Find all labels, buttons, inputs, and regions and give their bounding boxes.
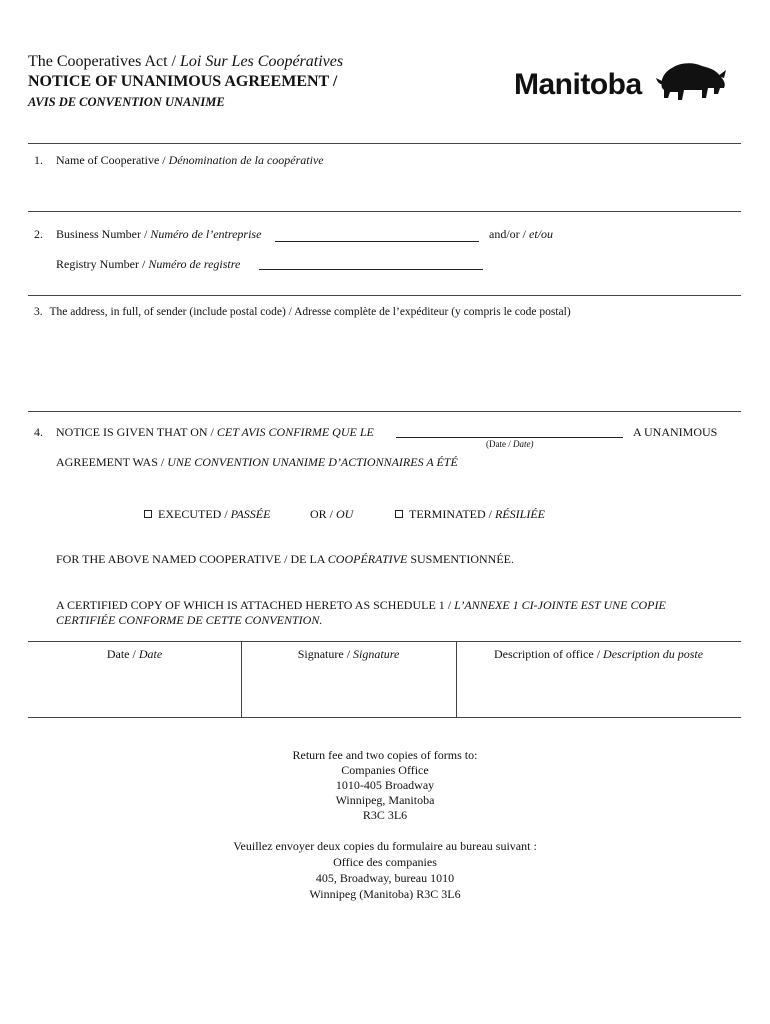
act-title-en: The Cooperatives Act /	[28, 53, 180, 70]
terminated-checkbox[interactable]	[395, 510, 403, 518]
date-hint-fr: Date)	[513, 439, 534, 449]
and-or-label	[489, 227, 553, 242]
date-hint-en: (Date /	[486, 439, 513, 449]
divider-header	[28, 143, 741, 144]
certified-fr-1: L’ANNEXE 1 CI-JOINTE EST UNE COPIE	[454, 598, 666, 612]
or-label	[310, 507, 353, 522]
registry-number-label-fr: Numéro de registre	[148, 257, 241, 271]
col-date-fr: Date	[138, 647, 163, 661]
return-line: Winnipeg, Manitoba	[335, 793, 435, 807]
act-title-fr: Loi Sur Les Coopératives	[179, 53, 344, 70]
certified-copy-line2: CERTIFIÉE CONFORME DE CETTE CONVENTION.	[56, 613, 323, 627]
registry-number-label-en: Registry Number /	[56, 257, 149, 271]
return-address-fr	[0, 838, 770, 902]
section-2-business-label	[34, 227, 261, 242]
certified-copy-line1	[56, 598, 666, 613]
executed-en: EXECUTED /	[158, 507, 231, 521]
terminated-option[interactable]	[395, 507, 545, 522]
executed-fr: PASSÉE	[230, 507, 271, 521]
sign-date-cell[interactable]	[30, 664, 239, 714]
col-date-en: Date /	[106, 647, 139, 661]
certified-en: A CERTIFIED COPY OF WHICH IS ATTACHED HERETO AS SCHEDULE 1 /	[56, 598, 455, 612]
or-fr: OU	[336, 507, 354, 521]
or-en: OR /	[310, 507, 337, 521]
registry-number-field[interactable]	[259, 269, 483, 270]
cooperative-name-field[interactable]	[56, 172, 736, 206]
col-date-header	[28, 647, 241, 662]
logo-wordmark: Manitoba	[514, 68, 642, 101]
col-sig-en: Signature /	[297, 647, 354, 661]
agreement-label	[56, 455, 458, 470]
agreement-fr: UNE CONVENTION UNANIME D’ACTIONNAIRES A ÉTÉ	[167, 455, 458, 469]
section-1-label	[34, 153, 324, 168]
notice-fr: CET AVIS CONFIRME QUE LE	[216, 425, 374, 439]
section-3-label	[34, 306, 571, 318]
col-description-header	[456, 647, 741, 662]
form-title-fr: AVIS DE CONVENTION UNANIME	[28, 95, 225, 109]
section-2-number: 2.	[34, 227, 43, 241]
above-fr: COOPÉRATIVE	[327, 552, 408, 566]
business-number-field[interactable]	[275, 241, 479, 242]
section-1-label-fr: Dénomination de la coopérative	[168, 153, 324, 167]
and-or-en: and/or /	[489, 227, 529, 241]
above-en: FOR THE ABOVE NAMED COOPERATIVE / DE LA	[56, 552, 328, 566]
sign-signature-cell[interactable]	[243, 664, 454, 714]
date-hint	[486, 439, 534, 449]
executed-checkbox[interactable]	[144, 510, 152, 518]
section-4-number: 4.	[34, 425, 43, 439]
sender-address-field[interactable]	[56, 326, 736, 406]
return-line: Winnipeg (Manitoba) R3C 3L6	[309, 887, 461, 901]
and-or-fr: et/ou	[529, 227, 553, 241]
return-address-en	[0, 748, 770, 823]
return-line: Companies Office	[341, 763, 429, 777]
notice-date-field[interactable]	[396, 437, 623, 438]
sign-table-bottom	[28, 717, 741, 718]
section-1-number: 1.	[34, 153, 43, 167]
notice-label	[34, 425, 374, 440]
above-end: SUSMENTIONNÉE.	[407, 552, 515, 566]
col-desc-fr: Description du poste	[603, 647, 704, 661]
business-number-label-fr: Numéro de l’entreprise	[150, 227, 262, 241]
terminated-fr: RÉSILIÉE	[495, 507, 545, 521]
return-line: Veuillez envoyer deux copies du formulaire au bureau suivant :	[233, 839, 537, 853]
act-title	[28, 53, 343, 71]
col-sig-fr: Signature	[353, 647, 400, 661]
return-line: R3C 3L6	[362, 808, 408, 822]
agreement-en: AGREEMENT WAS /	[56, 455, 168, 469]
section-1-label-en: Name of Cooperative /	[56, 153, 169, 167]
col-desc-en: Description of office /	[493, 647, 604, 661]
return-line: Office des companies	[333, 855, 437, 869]
return-line: 405, Broadway, bureau 1010	[315, 871, 455, 885]
address-label: The address, in full, of sender (include postal code) / Adresse complète de l’expéditeur (y compris le code postal)	[49, 306, 571, 318]
manitoba-logo	[512, 58, 724, 108]
bison-icon	[654, 58, 728, 104]
business-number-label-en: Business Number /	[56, 227, 151, 241]
divider-3	[28, 411, 741, 412]
above-named-label	[56, 552, 514, 567]
col-signature-header	[241, 647, 456, 662]
terminated-en: TERMINATED /	[409, 507, 495, 521]
unanimous-label: A UNANIMOUS	[633, 425, 718, 439]
sign-description-cell[interactable]	[458, 664, 739, 714]
executed-option[interactable]	[144, 507, 270, 522]
sign-table-top	[28, 641, 741, 642]
return-line: Return fee and two copies of forms to:	[292, 748, 478, 762]
return-line: 1010-405 Broadway	[335, 778, 435, 792]
section-3-number: 3.	[34, 306, 43, 318]
registry-number-label	[56, 257, 240, 272]
divider-2	[28, 295, 741, 296]
notice-en: NOTICE IS GIVEN THAT ON /	[56, 425, 217, 439]
form-title-en: NOTICE OF UNANIMOUS AGREEMENT /	[28, 73, 338, 90]
divider-1	[28, 211, 741, 212]
